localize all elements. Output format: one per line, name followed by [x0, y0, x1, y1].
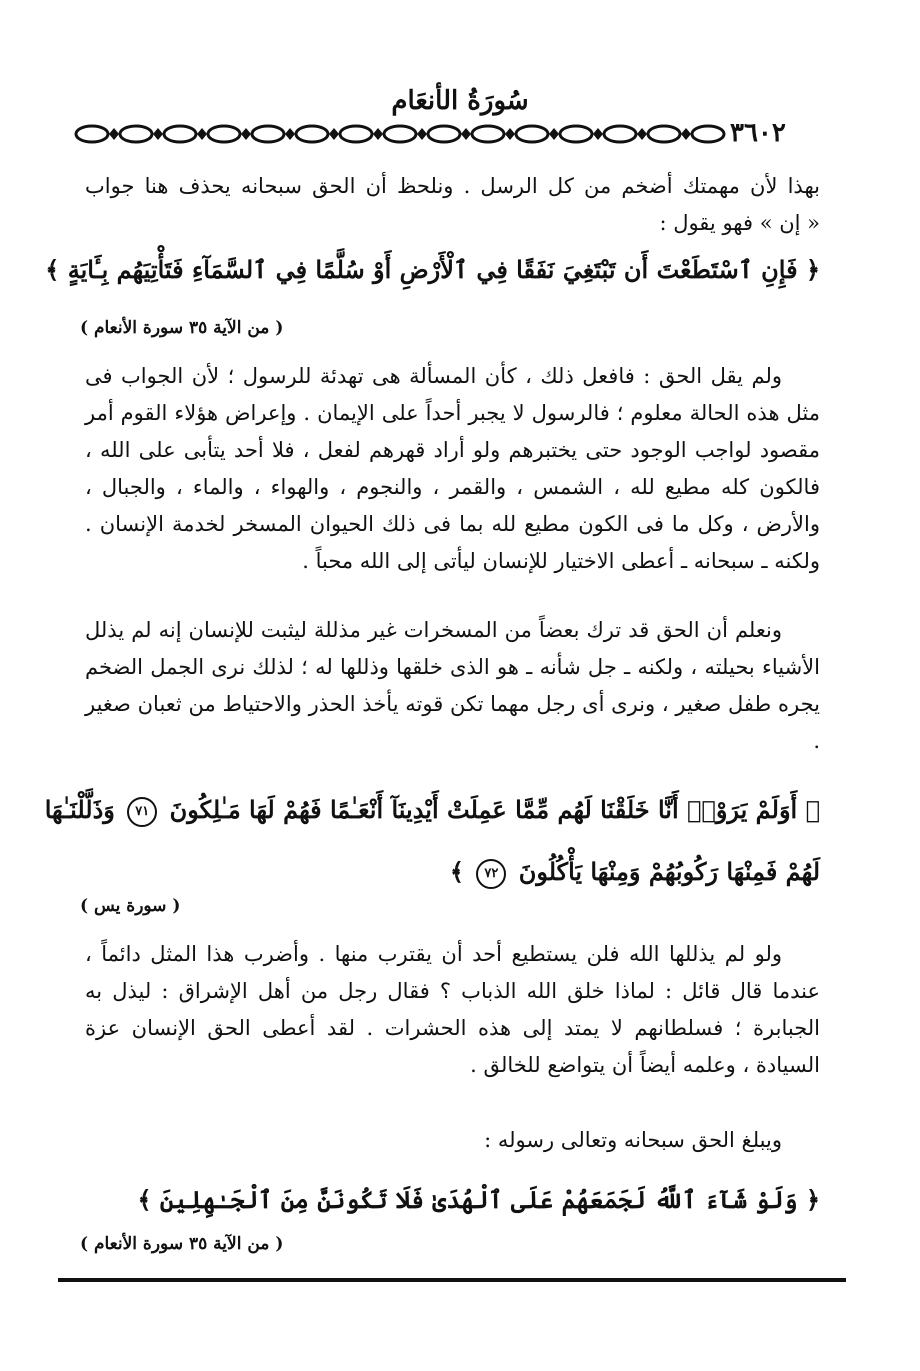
chain-link — [516, 126, 548, 142]
paragraph-2-text: ولم يقل الحق : فافعل ذلك ، كأن المسألة هى تهدئة للرسول ؛ لأن الجواب فى مثل هذه الحالة معلوم ؛ فالرسول لا يجبر أحداً على الإيمان . وإعراض هؤلاء القوم أمر مقصود لواجب الوجود حتى يختبرهم ولو أراد قهرهم لفعل ، فلا أحد يتأبى على الله ، فالكون كله مطيع لله ، الشمس ، والقمر ، والنجوم ، والهواء ، والماء ، والجبال ، والأرض ، وكل ما فى الكون مطيع لله بما فى ذلك الحيوان المسخر لخدمة الإنسان . ولكنه ـ سبحانه ـ أعطى الاختيار للإنسان ليأتى إلى الله محباً . — [85, 364, 820, 573]
chain-diamond — [505, 128, 515, 140]
citation-text: ( سورة يس ) — [80, 896, 181, 916]
intro-paragraph — [85, 168, 820, 242]
chain-link — [648, 126, 680, 142]
chain-link — [428, 126, 460, 142]
chain-link — [472, 126, 504, 142]
chain-link — [208, 126, 240, 142]
intro-line-1: بهذا لأن مهمتك أضخم من كل الرسل . ونلحظ أن الحق سبحانه يحذف هنا جواب — [85, 174, 820, 198]
verse-text: وَلَوْ شَآءَ ٱللَّهُ لَجَمَعَهُمْ عَلَى ٱلْهُدَىٰ فَلَا تَكُونَنَّ مِنَ ٱلْجَـٰهِلِينَ — [159, 1185, 798, 1214]
chain-diamond — [461, 128, 471, 140]
verse-close-bracket: ﴾ — [137, 1185, 152, 1214]
verse-2-line-2 — [90, 852, 820, 892]
chain-link — [120, 126, 152, 142]
footer-rule — [58, 1278, 846, 1282]
verse-3-citation — [80, 1234, 440, 1254]
chain-diamond — [197, 128, 207, 140]
chain-link — [560, 126, 592, 142]
verse-text: لَهُمْ فَمِنْهَا رَكُوبُهُمْ وَمِنْهَا يَأْكُلُونَ — [518, 857, 820, 886]
ayah-number-marker: ٧١ — [127, 797, 157, 827]
intro-line-2: « إن » فهو يقول : — [659, 211, 820, 235]
verse-close-bracket: ﴾ — [45, 255, 60, 284]
chain-link — [296, 126, 328, 142]
verse-open-bracket: ﴿ — [805, 1185, 820, 1214]
chain-link — [252, 126, 284, 142]
paragraph-2 — [85, 358, 820, 580]
chain-diamond — [593, 128, 603, 140]
chain-diamond — [373, 128, 383, 140]
verse-text-tail: وَذَلَّلْنَـٰهَا — [44, 795, 115, 824]
chain-link — [164, 126, 196, 142]
chain-diamond — [285, 128, 295, 140]
paragraph-3 — [85, 612, 820, 760]
chain-link — [604, 126, 636, 142]
chain-link — [76, 126, 108, 142]
chain-link — [384, 126, 416, 142]
chain-diamond — [637, 128, 647, 140]
verse-open-bracket: ﴿ — [805, 795, 820, 824]
paragraph-4 — [85, 936, 820, 1084]
sura-title: سُورَةُ الأنعَام — [391, 86, 529, 116]
verse-close-bracket: ﴾ — [449, 857, 464, 886]
page-number: ٣٦٠٢ — [730, 118, 786, 148]
verse-open-bracket: ﴿ — [805, 255, 820, 284]
page-header — [0, 80, 920, 160]
verse-2-citation — [80, 896, 440, 916]
chain-link — [340, 126, 372, 142]
verse-1-citation — [80, 318, 440, 338]
verse-text: فَإِنِ ٱسْتَطَعْتَ أَن تَبْتَغِيَ نَفَقًا فِي ٱلْأَرْضِ أَوْ سُلَّمًا فِي ٱلسَّمَآءِ فَتَأْتِيَهُم بِـَٔايَةٍ — [67, 255, 798, 284]
chain-diamond — [549, 128, 559, 140]
quran-verse-3 — [90, 1180, 820, 1220]
paragraph-5 — [85, 1122, 820, 1159]
verse-2-line-1 — [44, 790, 820, 830]
ayah-number-marker: ٧٢ — [476, 859, 506, 889]
chain-diamond — [153, 128, 163, 140]
citation-text: ( من الآية ٣٥ سورة الأنعام ) — [80, 318, 284, 338]
chain-diamond — [241, 128, 251, 140]
citation-text: ( من الآية ٣٥ سورة الأنعام ) — [80, 1234, 284, 1254]
paragraph-4-text: ولو لم يذللها الله فلن يستطيع أحد أن يقترب منها . وأضرب هذا المثل دائماً ، عندما قال قائل : لماذا خلق الله الذباب ؟ فقال رجل من أهل الإشراق : ليذل به الجبابرة ؛ فسلطانهم لا يمتد إلى هذه الحشرات . لقد أعطى الحق الإنسان عزة السيادة ، وعلمه أيضاً أن يتواضع للخالق . — [85, 942, 820, 1077]
chain-diamond — [681, 128, 691, 140]
decorative-chain-border — [70, 120, 730, 148]
chain-diamond — [109, 128, 119, 140]
quran-verse-1 — [45, 250, 820, 290]
chain-diamond — [329, 128, 339, 140]
verse-text: أَوَلَمْ يَرَوْا۟ أَنَّا خَلَقْنَا لَهُم مِّمَّا عَمِلَتْ أَيْدِينَآ أَنْعَـٰمًا فَهُمْ لَهَا مَـٰلِكُونَ — [169, 795, 798, 824]
quran-verse-2 — [44, 790, 820, 892]
paragraph-3-text: ونعلم أن الحق قد ترك بعضاً من المسخرات غير مذللة ليثبت للإنسان إنه لم يذلل الأشياء بحيلته ، ولكنه ـ جل شأنه ـ هو الذى خلقها وذللها له ؛ لذلك نرى الجمل الضخم يجره طفل صغير ، ونرى أى رجل مهما تكن قوته يأخذ الحذر والاحتياط من ثعبان صغير . — [85, 618, 820, 753]
chain-diamond — [417, 128, 427, 140]
paragraph-5-text: ويبلغ الحق سبحانه وتعالى رسوله : — [484, 1128, 782, 1152]
chain-link — [692, 126, 724, 142]
